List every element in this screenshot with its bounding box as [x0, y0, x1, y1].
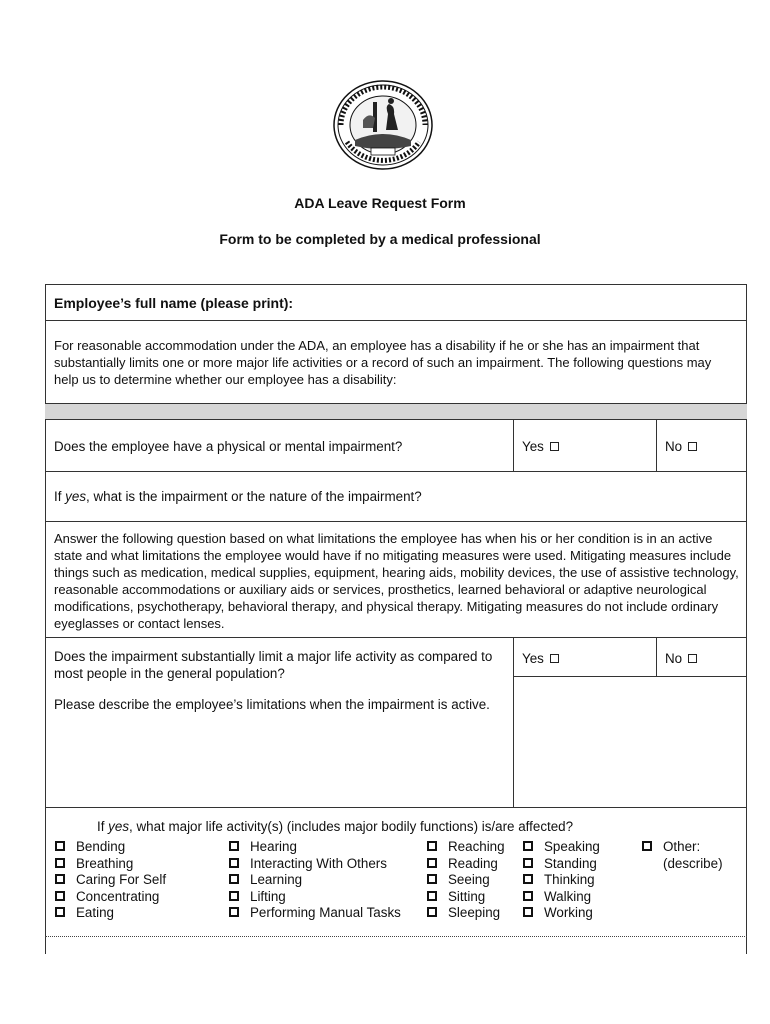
- impairment-nature-question: [54, 488, 422, 505]
- checkbox-icon[interactable]: [523, 891, 533, 901]
- activity-item[interactable]: [229, 872, 401, 889]
- activity-label: (describe): [663, 855, 723, 871]
- activity-item[interactable]: [229, 905, 401, 922]
- activities-col-1: [55, 839, 166, 922]
- activity-item[interactable]: [427, 856, 505, 873]
- activity-label: Breathing: [76, 855, 134, 871]
- activity-item[interactable]: [229, 889, 401, 906]
- activities-col-5: [642, 839, 723, 872]
- no-checkbox[interactable]: [688, 442, 697, 451]
- checkbox-icon[interactable]: [523, 841, 533, 851]
- checkbox-icon[interactable]: [229, 858, 239, 868]
- activity-label: Concentrating: [76, 888, 160, 904]
- activity-item[interactable]: [229, 856, 401, 873]
- activities-col-2: [229, 839, 401, 922]
- form-title: ADA Leave Request Form: [294, 195, 466, 211]
- checkbox-icon[interactable]: [55, 907, 65, 917]
- checkbox-icon[interactable]: [427, 841, 437, 851]
- yes-label: Yes: [522, 439, 544, 454]
- activity-item[interactable]: [523, 889, 600, 906]
- activity-label: Reaching: [448, 839, 505, 854]
- activity-label: Standing: [544, 855, 597, 871]
- q3-italic: yes: [108, 819, 130, 834]
- checkbox-icon[interactable]: [523, 874, 533, 884]
- mitigating-instructions: Answer the following question based on what limitations the employee has when his or her condition is in an active state and what limitations the employee would have if no mitigating measures were used. Mitigating measures include things such as medication, medical supplies, equipment, hearing aids, mobility devices, the use of assistive technology, reasonable accommodations or auxiliary aids or services, prosthetics, learned behavioral or adaptive neurological modifications, psychotherapy, behavioral therapy, and physical therapy. Mitigating measures do not include ordinary eyeglasses or contact lenses.: [54, 531, 739, 631]
- limitations-describe-label: Please describe the employee’s limitations when the impairment is active.: [54, 697, 490, 712]
- checkbox-icon[interactable]: [427, 874, 437, 884]
- checkbox-icon[interactable]: [642, 841, 652, 851]
- activities-col-4: [523, 839, 600, 922]
- activity-label: Thinking: [544, 872, 595, 887]
- yes-checkbox[interactable]: [550, 654, 559, 663]
- employee-name-label: Employee’s full name (please print):: [54, 295, 294, 311]
- intro-paragraph: For reasonable accommodation under the ADA, an employee has a disability if he or she has an impairment that substantially limits one or more major life activities or a record of such an impairment. The following questions may help us to determine whether our employee has a disability:: [54, 338, 712, 387]
- no-checkbox[interactable]: [688, 654, 697, 663]
- town-seal-logo: [333, 80, 433, 170]
- activity-label: Seeing: [448, 872, 490, 887]
- life-activities-question: [97, 818, 573, 835]
- q2-no-option[interactable]: [665, 650, 697, 667]
- activity-label: Caring For Self: [76, 872, 167, 887]
- activity-label: Speaking: [544, 839, 600, 854]
- checkbox-icon[interactable]: [55, 841, 65, 851]
- q1b-suffix: , what is the impairment or the nature of the impairment?: [86, 489, 422, 504]
- activity-item[interactable]: [427, 889, 505, 906]
- checkbox-icon[interactable]: [229, 874, 239, 884]
- checkbox-icon[interactable]: [427, 907, 437, 917]
- activity-label: Learning: [250, 872, 303, 887]
- activity-item[interactable]: [55, 889, 166, 906]
- q1b-prefix: If: [54, 489, 66, 504]
- activity-item-describe: [642, 856, 723, 873]
- no-label: No: [665, 651, 683, 666]
- activity-item[interactable]: [55, 839, 166, 856]
- activity-item-other[interactable]: [642, 839, 723, 856]
- activities-col-3: [427, 839, 505, 922]
- checkbox-icon[interactable]: [229, 841, 239, 851]
- activity-label: Sitting: [448, 888, 486, 904]
- activity-label: Interacting With Others: [250, 855, 387, 871]
- checkbox-icon[interactable]: [55, 874, 65, 884]
- checkbox-icon[interactable]: [229, 891, 239, 901]
- activity-item[interactable]: [229, 839, 401, 856]
- activity-label: Sleeping: [448, 905, 501, 920]
- activity-label: Bending: [76, 839, 126, 854]
- form-subtitle: Form to be completed by a medical professional: [219, 231, 541, 247]
- activity-item[interactable]: [523, 839, 600, 856]
- checkbox-icon[interactable]: [55, 891, 65, 901]
- checkbox-icon[interactable]: [229, 907, 239, 917]
- activity-item[interactable]: [55, 905, 166, 922]
- q2-yes-option[interactable]: [522, 650, 559, 667]
- activity-item[interactable]: [523, 905, 600, 922]
- yes-checkbox[interactable]: [550, 442, 559, 451]
- activity-label: Reading: [448, 855, 498, 871]
- dotted-divider: [45, 936, 747, 937]
- activity-item[interactable]: [55, 872, 166, 889]
- checkbox-icon[interactable]: [523, 858, 533, 868]
- activity-item[interactable]: [55, 856, 166, 873]
- q3-suffix: , what major life activity(s) (includes major bodily functions) is/are affected?: [129, 819, 574, 834]
- activity-label: Performing Manual Tasks: [250, 905, 401, 920]
- checkbox-icon[interactable]: [523, 907, 533, 917]
- checkbox-icon[interactable]: [55, 858, 65, 868]
- activity-label: Lifting: [250, 888, 286, 904]
- activity-item[interactable]: [523, 872, 600, 889]
- activity-label: Hearing: [250, 839, 297, 854]
- activity-label: Eating: [76, 905, 114, 920]
- q1-yes-option[interactable]: [522, 438, 559, 455]
- question-impairment: Does the employee have a physical or mental impairment?: [54, 439, 403, 454]
- checkbox-icon[interactable]: [427, 891, 437, 901]
- yes-label: Yes: [522, 651, 544, 666]
- checkbox-icon[interactable]: [427, 858, 437, 868]
- q1-no-option[interactable]: [665, 438, 697, 455]
- activity-label: Walking: [544, 888, 592, 904]
- activity-label: Working: [544, 905, 593, 920]
- separator-band: [45, 403, 747, 420]
- limitations-answer-area[interactable]: [514, 677, 746, 806]
- no-label: No: [665, 439, 683, 454]
- activity-item[interactable]: [427, 839, 505, 856]
- question-substantial-limit: Does the impairment substantially limit a major life activity as compared to most people in the general population?: [54, 649, 493, 681]
- q3-prefix: If: [97, 819, 109, 834]
- activity-label: Other:: [663, 839, 701, 854]
- activity-item[interactable]: [523, 856, 600, 873]
- activity-item[interactable]: [427, 905, 505, 922]
- q1b-italic: yes: [65, 489, 87, 504]
- activity-item[interactable]: [427, 872, 505, 889]
